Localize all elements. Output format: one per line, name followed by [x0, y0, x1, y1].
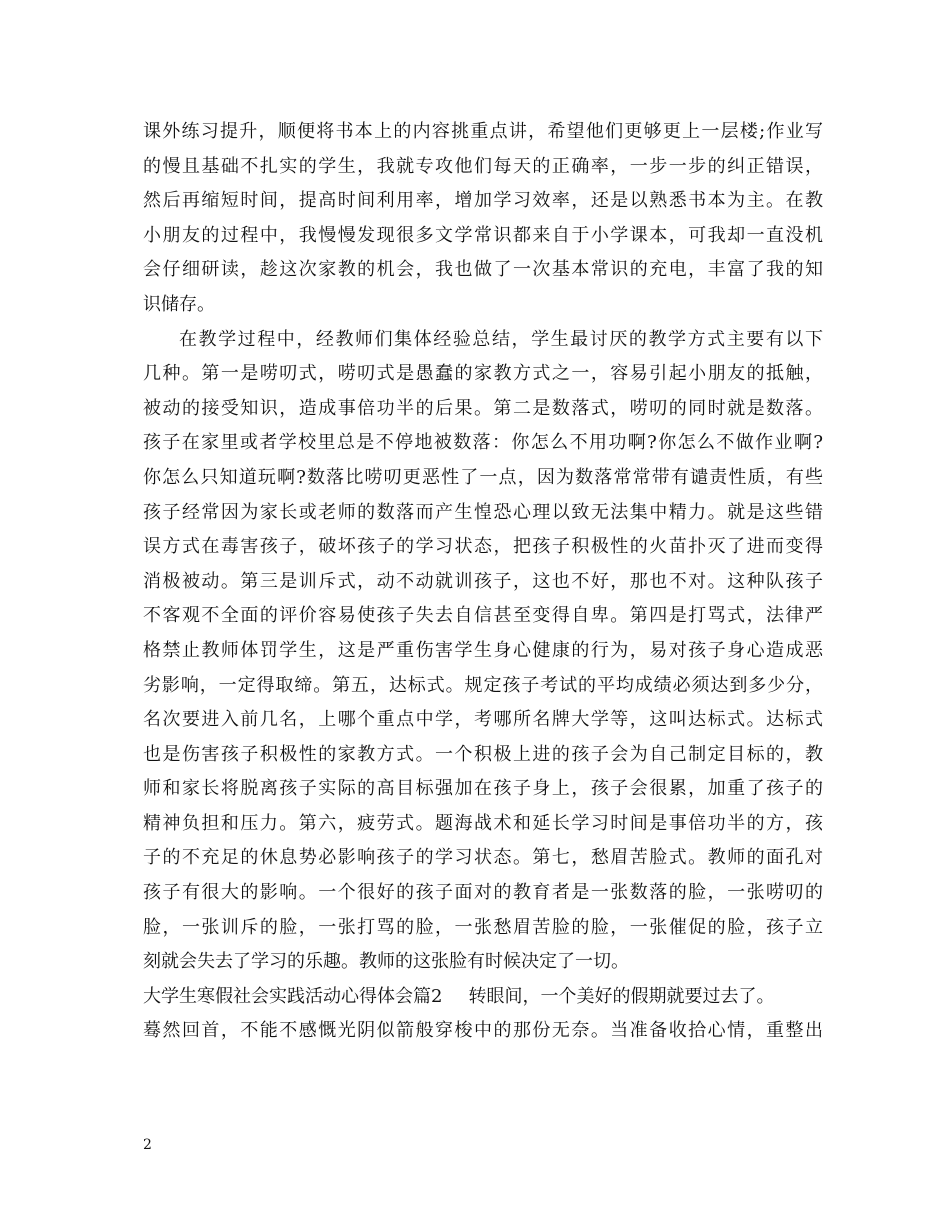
- section-heading-line: [143, 980, 823, 1015]
- text-line: 在教学过程中，经教师们集体经验总结，学生最讨厌的教学方式主要有以下: [179, 328, 823, 350]
- text-line: 也是伤害孩子积极性的家教方式。一个积极上进的孩子会为自己制定目标的，教: [143, 743, 823, 765]
- text-line: 误方式在毒害孩子，破坏孩子的学习状态，把孩子积极性的火苗扑灭了进而变得: [143, 536, 823, 558]
- text-line: 孩子在家里或者学校里总是不停地被数落：你怎么不用功啊?你怎么不做作业啊?: [143, 432, 823, 454]
- text-line: 蓦然回首，不能不感慨光阴似箭般穿梭中的那份无奈。当准备收拾心情，重整出: [143, 1020, 823, 1042]
- text-line: 孩子经常因为家长或老师的数落而产生惶恐心理以致无法集中精力。就是这些错: [143, 501, 823, 523]
- text-line: 刻就会失去了学习的乐趣。教师的这张脸有时候决定了一切。: [143, 951, 629, 973]
- text-line: 识储存。: [143, 293, 215, 315]
- text-line: 不客观不全面的评价容易使孩子失去自信甚至变得自卑。第四是打骂式，法律严: [143, 605, 823, 627]
- text-line: 小朋友的过程中，我慢慢发现很多文学常识都来自于小学课本，可我却一直没机: [143, 224, 823, 246]
- text-line: 劣影响，一定得取缔。第五，达标式。规定孩子考试的平均成绩必须达到多少分，: [143, 674, 823, 696]
- text-line: 师和家长将脱离孩子实际的高目标强加在孩子身上，孩子会很累，加重了孩子的: [143, 778, 823, 800]
- page-number: 2: [143, 1137, 152, 1153]
- text-line: 孩子有很大的影响。一个很好的孩子面对的教育者是一张数落的脸，一张唠叨的: [143, 882, 823, 904]
- text-line: 课外练习提升，顺便将书本上的内容挑重点讲，希望他们更够更上一层楼;作业写: [143, 121, 823, 142]
- text-line: 几种。第一是唠叨式，唠叨式是愚蠢的家教方式之一，容易引起小朋友的抵触，: [143, 363, 823, 385]
- text-line: 格禁止教师体罚学生，这是严重伤害学生身心健康的行为，易对孩子身心造成恶: [143, 639, 823, 661]
- text-line: 然后再缩短时间，提高时间利用率，增加学习效率，还是以熟悉书本为主。在教: [143, 190, 823, 212]
- text-line: 子的不充足的休息势必影响孩子的学习状态。第七，愁眉苦脸式。教师的面孔对: [143, 847, 823, 869]
- section-heading: 大学生寒假社会实践活动心得体会篇2: [143, 985, 443, 1007]
- text-line: 会仔细研读，趁这次家教的机会，我也做了一次基本常识的充电，丰富了我的知: [143, 259, 823, 281]
- text-line: 精神负担和压力。第六，疲劳式。题海战术和延长学习时间是事倍功半的方，孩: [143, 812, 823, 834]
- section-intro-text: 转眼间，一个美好的假期就要过去了。: [468, 985, 775, 1007]
- text-line: 被动的接受知识，造成事倍功半的后果。第二是数落式，唠叨的同时就是数落。: [143, 397, 823, 419]
- text-line: 消极被动。第三是训斥式，动不动就训孩子，这也不好，那也不对。这种队孩子: [143, 570, 823, 592]
- text-line: 的慢且基础不扎实的学生，我就专攻他们每天的正确率，一步一步的纠正错误，: [143, 155, 823, 177]
- document-body: [143, 115, 823, 1049]
- text-line: 名次要进入前几名，上哪个重点中学，考哪所名牌大学等，这叫达标式。达标式: [143, 709, 823, 731]
- text-line: 脸，一张训斥的脸，一张打骂的脸，一张愁眉苦脸的脸，一张催促的脸，孩子立: [143, 916, 823, 938]
- text-line: 你怎么只知道玩啊?数落比唠叨更恶性了一点，因为数落常常带有谴责性质，有些: [143, 466, 823, 488]
